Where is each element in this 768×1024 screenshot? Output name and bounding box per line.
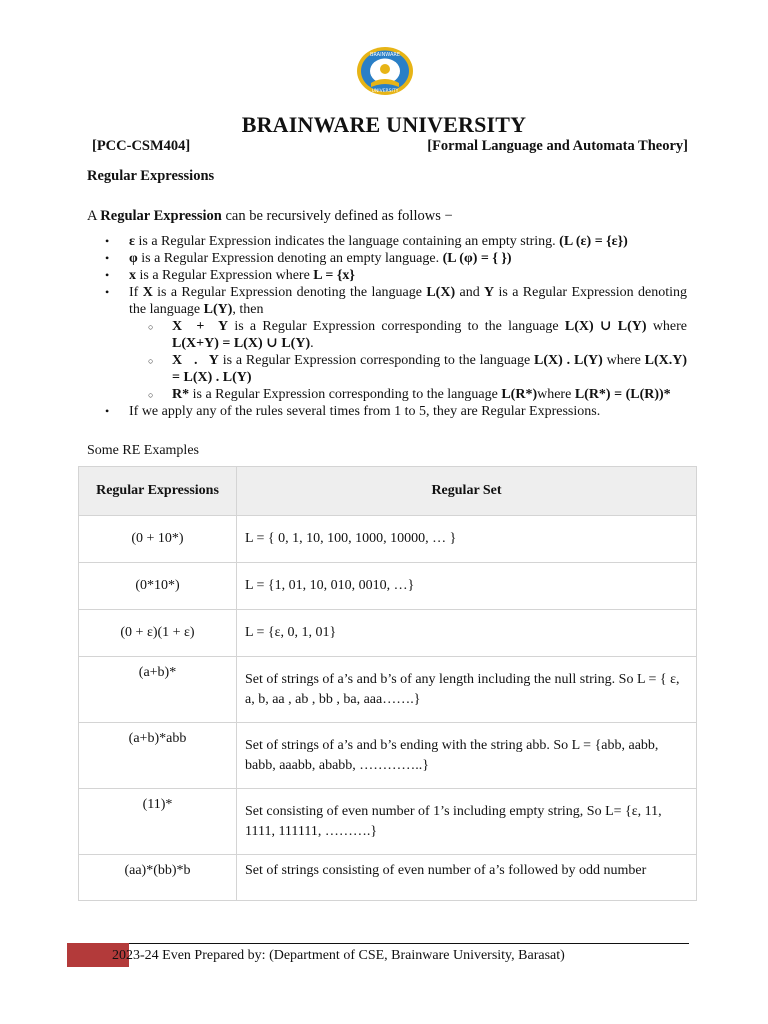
regular-set-cell: L = { 0, 1, 10, 100, 1000, 10000, … } [237, 516, 697, 563]
rule-symbol: • x is a Regular Expression where L = {x} [87, 267, 687, 284]
rule-epsilon: • ε is a Regular Expression indicates the language containing an empty string. (L (ε) = {ε}) [87, 233, 687, 250]
regular-set-cell: Set consisting of even number of 1’s including empty string, So L= {ε, 11, 1111, 111111, ……….} [237, 789, 697, 855]
section-title: Regular Expressions [87, 168, 215, 184]
regular-set-cell: Set of strings of a’s and b’s ending with the string abb. So L = {abb, aabb, babb, aaabb, ababb, …………..} [237, 723, 697, 789]
regex-cell: (11)* [79, 789, 237, 855]
regular-set-cell: Set of strings consisting of even number of a’s followed by odd number [237, 855, 697, 901]
intro-paragraph: A Regular Expression can be recursively defined as follows − [87, 208, 453, 224]
composite-sublist [129, 318, 687, 403]
table-row [79, 563, 697, 610]
table-row [79, 516, 697, 563]
university-title: BRAINWARE UNIVERSITY [241, 112, 527, 137]
rule-composite: • If X is a Regular Expression denoting the language L(X) and Y is a Regular Expression denoting the language L(Y), then ○ X + Y is a Regular Expression corresponding to the language L(X) ∪ L(Y) where L(X+Y) = L(X) ∪ L(Y). ○ X . Y is a Regular Expression corresponding to the language L(X) . L(Y) where L(X.Y) = L(X) . L(Y) ○ R* is a Regular Expression corresponding to the language L(R*)where L(R*) = (L(R))* [87, 284, 687, 403]
university-logo [355, 45, 415, 97]
regex-examples-table [78, 466, 697, 901]
regular-set-cell: L = {1, 01, 10, 010, 0010, …} [237, 563, 697, 610]
svg-text:BRAINWARE: BRAINWARE [369, 52, 401, 58]
table-row [79, 657, 697, 723]
course-code: [PCC-CSM404] [92, 138, 191, 154]
regex-cell: (a+b)* [79, 657, 237, 723]
regular-set-cell: Set of strings of a’s and b’s of any length including the null string. So L = { ε, a, b, aa , ab , bb , ba, aaa…….} [237, 657, 697, 723]
regex-cell: (0*10*) [79, 563, 237, 610]
header-regular-set: Regular Set [237, 467, 697, 516]
regex-cell: (aa)*(bb)*b [79, 855, 237, 901]
table-row [79, 789, 697, 855]
table-row [79, 723, 697, 789]
table-row [79, 855, 697, 901]
rule-phi: • φ is a Regular Expression denoting an empty language. (L (φ) = { }) [87, 250, 687, 267]
footer-divider [67, 943, 689, 944]
regex-cell: (a+b)*abb [79, 723, 237, 789]
rule-list [87, 233, 687, 420]
regex-cell: (0 + 10*) [79, 516, 237, 563]
rule-kleene-star: ○ R* is a Regular Expression corresponding to the language L(R*)where L(R*) = (L(R))* [129, 386, 687, 403]
table-row [79, 610, 697, 657]
svg-text:UNIVERSITY: UNIVERSITY [371, 89, 399, 94]
footer-text: 2023-24 Even Prepared by: (Department of CSE, Brainware University, Barasat) [112, 948, 565, 963]
table-header-row [79, 467, 697, 516]
rule-concatenation: ○ X . Y is a Regular Expression corresponding to the language L(X) . L(Y) where L(X.Y) = L(X) . L(Y) [129, 352, 687, 386]
examples-label: Some RE Examples [87, 443, 199, 458]
regular-set-cell: L = {ε, 0, 1, 01} [237, 610, 697, 657]
rule-union: ○ X + Y is a Regular Expression corresponding to the language L(X) ∪ L(Y) where L(X+Y) = L(X) ∪ L(Y). [129, 318, 687, 352]
course-name: [Formal Language and Automata Theory] [427, 138, 688, 154]
header-regular-expressions: Regular Expressions [79, 467, 237, 516]
regex-cell: (0 + ε)(1 + ε) [79, 610, 237, 657]
rule-closure: • If we apply any of the rules several times from 1 to 5, they are Regular Expressions. [87, 403, 687, 420]
